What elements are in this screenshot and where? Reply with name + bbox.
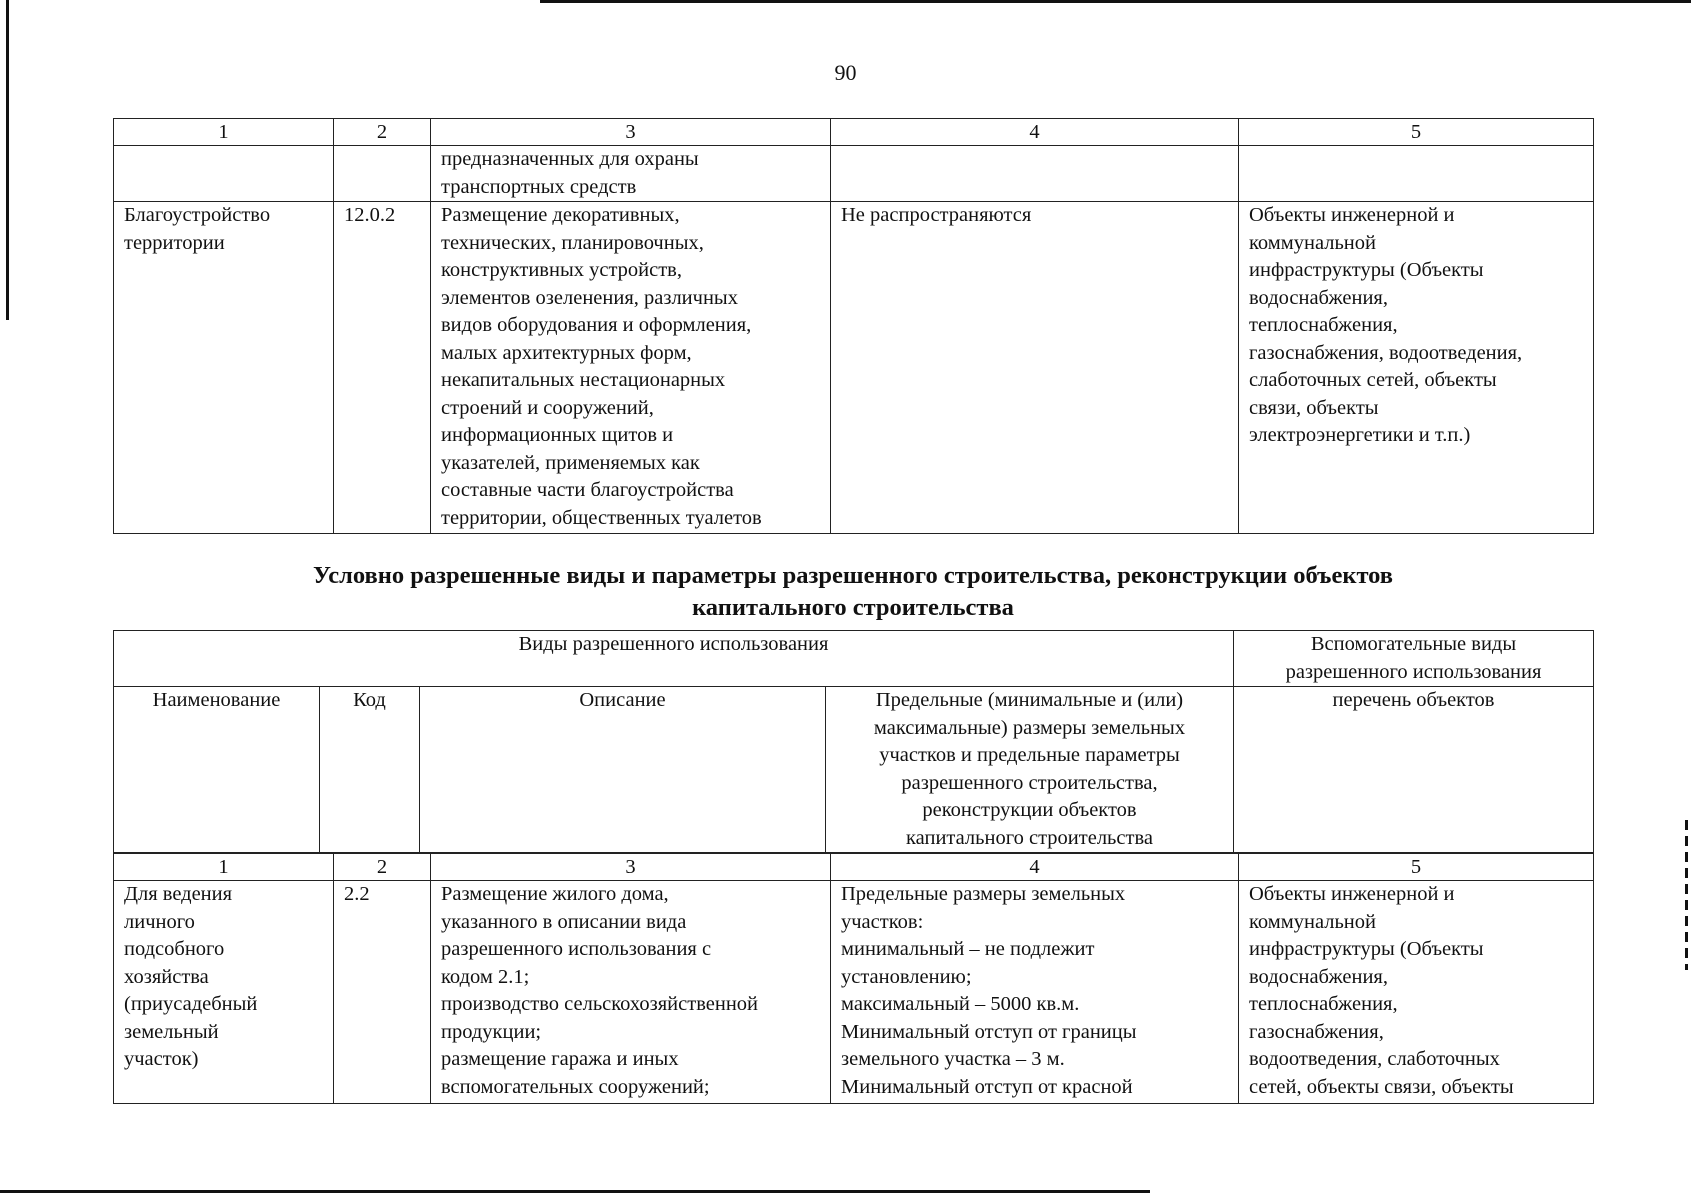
page-number: 90 xyxy=(834,60,857,85)
column-number: 1 xyxy=(114,854,334,881)
header-object-list: перечень объектов xyxy=(1234,687,1594,853)
header-row-main xyxy=(114,631,1594,687)
scan-edge-right xyxy=(1685,820,1688,970)
column-number: 2 xyxy=(334,854,431,881)
conditional-use-header-table xyxy=(113,630,1594,853)
scan-edge-left xyxy=(6,0,9,320)
cell-description: Размещение декоративных, технических, планировочных, конструктивных устройств, элементов озеленения, различных видов оборудования и оформления, малых архитектурных форм, некапитальных нестационарных строений и сооружений, информационных щитов и указателей, применяемых как составные части благоустройства территории, общественных туалетов xyxy=(431,202,831,534)
cell-code: 12.0.2 xyxy=(334,202,431,534)
cell-name: Для ведения личного подсобного хозяйства (приусадебный земельный участок) xyxy=(114,881,334,1104)
cell-description: предназначенных для охраны транспортных средств xyxy=(431,146,831,202)
cell-auxiliary: Объекты инженерной и коммунальной инфраструктуры (Объекты водоснабжения, теплоснабжения, газоснабжения, водоотведения, слаботочных сетей, объекты связи, объекты xyxy=(1239,881,1594,1104)
column-number: 3 xyxy=(431,119,831,146)
table-row xyxy=(114,202,1594,534)
permitted-use-table-continued xyxy=(113,118,1594,534)
column-number: 4 xyxy=(831,854,1239,881)
cell-description: Размещение жилого дома, указанного в описании вида разрешенного использования с кодом 2.1; производство сельскохозяйственной продукции; размещение гаража и иных вспомогательных сооружений; xyxy=(431,881,831,1104)
cell-empty xyxy=(334,146,431,202)
table-row xyxy=(114,881,1594,1104)
column-number: 5 xyxy=(1239,119,1594,146)
header-code: Код xyxy=(320,687,420,853)
header-row-columns xyxy=(114,687,1594,853)
table-row-continued xyxy=(114,146,1594,202)
header-description: Описание xyxy=(420,687,826,853)
cell-limits: Не распространяются xyxy=(831,202,1239,534)
cell-code: 2.2 xyxy=(334,881,431,1104)
header-limits: Предельные (минимальные и (или) максимальные) размеры земельных участков и предельные параметры разрешенного строительства, реконструкции объектов капитального строительства xyxy=(826,687,1234,853)
cell-auxiliary: Объекты инженерной и коммунальной инфраструктуры (Объекты водоснабжения, теплоснабжения, газоснабжения, водоотведения, слаботочных сетей, объекты связи, объекты электроэнергетики и т.п.) xyxy=(1239,202,1594,534)
column-number: 1 xyxy=(114,119,334,146)
cell-empty xyxy=(1239,146,1594,202)
column-number: 2 xyxy=(334,119,431,146)
header-name: Наименование xyxy=(114,687,320,853)
conditional-use-table xyxy=(113,853,1594,1104)
header-auxiliary-uses: Вспомогательные виды разрешенного использования xyxy=(1234,631,1594,687)
section-title: Условно разрешенные виды и параметры разрешенного строительства, реконструкции объектов капитального строительства xyxy=(312,562,1394,621)
header-permitted-uses: Виды разрешенного использования xyxy=(114,631,1234,687)
column-number: 5 xyxy=(1239,854,1594,881)
column-number: 4 xyxy=(831,119,1239,146)
cell-empty xyxy=(831,146,1239,202)
cell-empty xyxy=(114,146,334,202)
column-number: 3 xyxy=(431,854,831,881)
column-number-row xyxy=(114,119,1594,146)
scan-edge-top xyxy=(540,0,1691,3)
column-number-row xyxy=(114,854,1594,881)
cell-name: Благоустройство территории xyxy=(114,202,334,534)
cell-limits: Предельные размеры земельных участков: минимальный – не подлежит установлению; максимальный – 5000 кв.м. Минимальный отступ от границы земельного участка – 3 м. Минимальный отступ от красной xyxy=(831,881,1239,1104)
scan-edge-bottom xyxy=(0,1190,1150,1193)
